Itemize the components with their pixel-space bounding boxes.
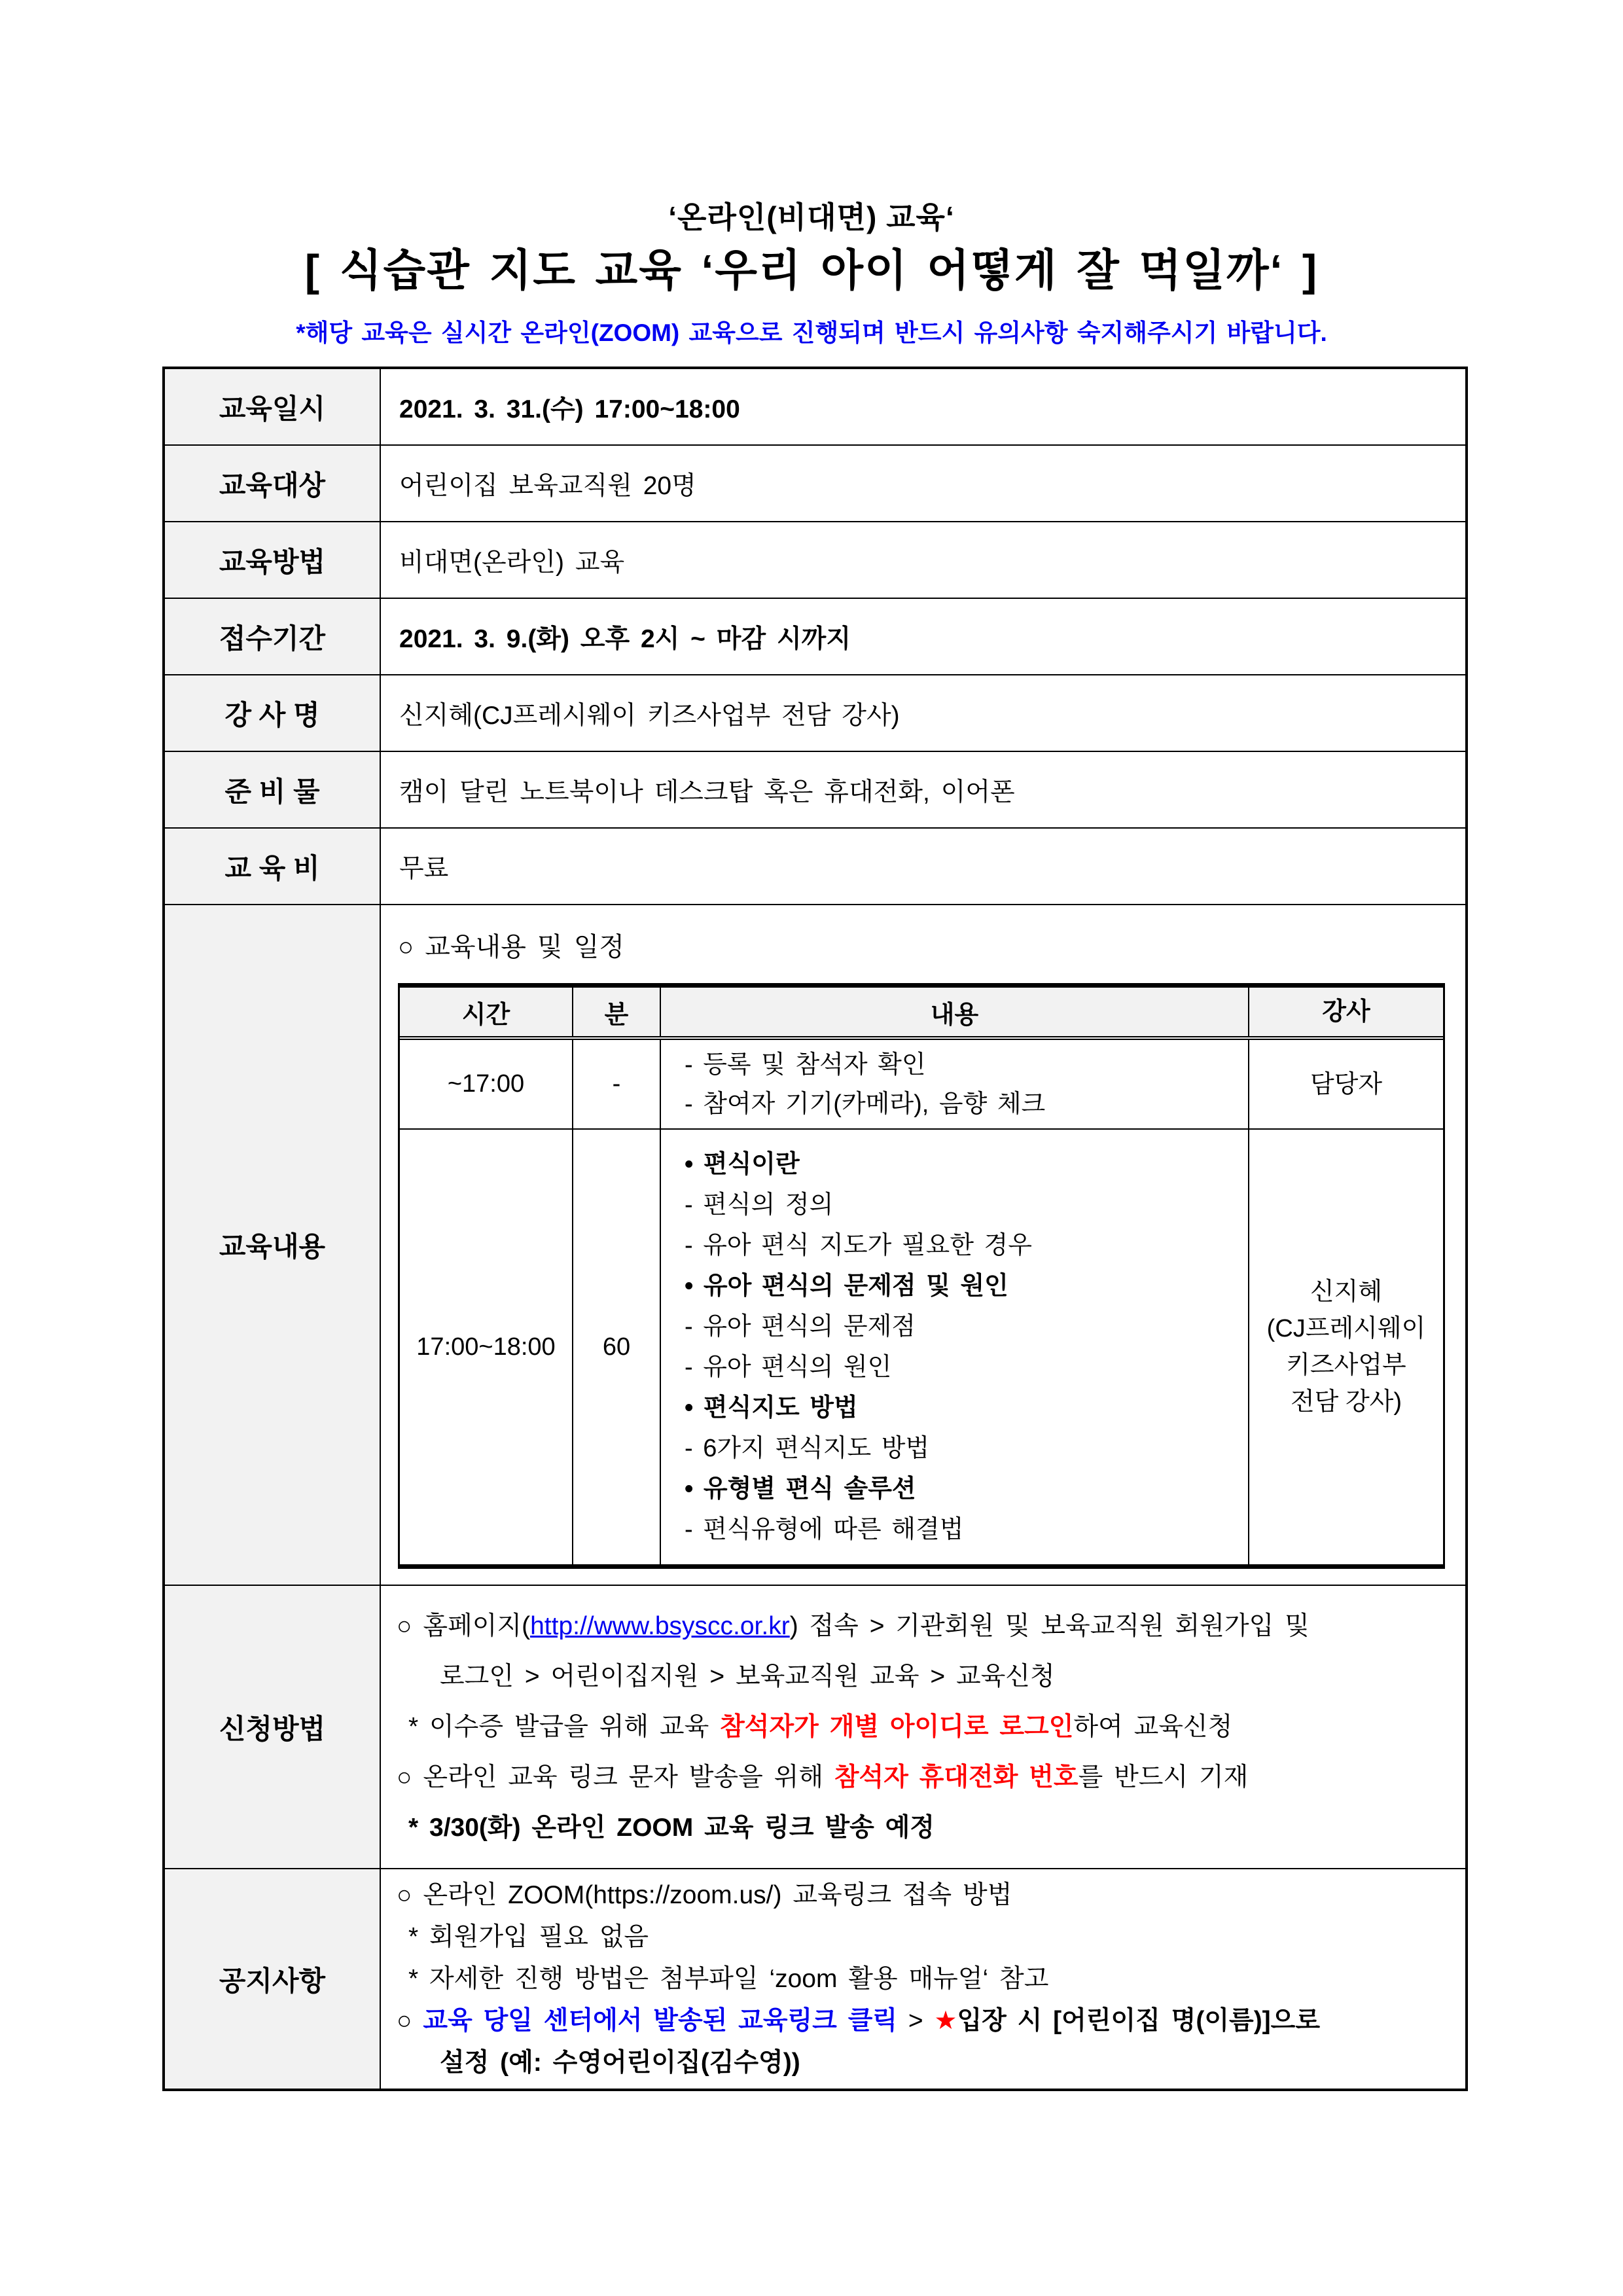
lecturer-line: 신지혜 [1310, 1278, 1383, 1306]
row-value: 캠이 달린 노트북이나 데스크탑 혹은 휴대전화, 이어폰 [399, 778, 1015, 806]
schedule-content-line: • 유아 편식의 문제점 및 원인 [685, 1272, 1008, 1300]
schedule-heading: ○ 교육내용 및 일정 [398, 933, 624, 961]
table-row [165, 599, 1465, 675]
notice-banner: *해당 교육은 실시간 온라인(ZOOM) 교육으로 진행되며 반드시 유의사항 숙지해주시기 바랍니다. [296, 319, 1327, 346]
schedule-content-line: - 편식의 정의 [685, 1191, 834, 1219]
row-label: 공지사항 [165, 1869, 381, 2089]
homepage-link[interactable]: http://www.bsyscc.or.kr [530, 1612, 790, 1640]
schedule-header-row [400, 988, 1443, 1040]
notice-text [381, 1869, 1465, 2089]
lecturer-line: 키즈사업부 [1286, 1352, 1406, 1379]
notice-line: ○ 온라인 ZOOM(https://zoom.us/) 교육링크 접속 방법 [397, 1880, 1012, 1909]
row-label: 강 사 명 [165, 675, 381, 751]
schedule-content [661, 1040, 1249, 1128]
notice-row [165, 1869, 1465, 2089]
notice-line: ○ 교육 당일 센터에서 발송된 교육링크 클릭 > ★입장 시 [어린이집 명(이름)]으로 [397, 2006, 1321, 2035]
schedule-header-time: 시간 [400, 988, 573, 1036]
schedule-row [400, 1040, 1443, 1130]
schedule-content-line: - 등록 및 참석자 확인 [685, 1050, 926, 1079]
schedule-lecturer [1249, 1040, 1443, 1128]
schedule-time: ~17:00 [400, 1040, 573, 1128]
notice-line: 설정 (예: 수영어린이집(김수영)) [440, 2048, 800, 2077]
schedule-content-line: - 편식유형에 따른 해결법 [685, 1516, 964, 1543]
apply-line: * 3/30(화) 온라인 ZOOM 교육 링크 발송 예정 [408, 1814, 935, 1842]
row-label: 준 비 물 [165, 752, 381, 827]
table-row [165, 752, 1465, 829]
schedule-header-minutes: 분 [573, 988, 661, 1036]
schedule-header-content: 내용 [661, 988, 1249, 1036]
table-row [165, 369, 1465, 446]
table-row [165, 446, 1465, 522]
schedule-lecturer [1249, 1130, 1443, 1564]
education-content-row [165, 905, 1465, 1586]
schedule-content-line: - 유아 편식의 문제점 [685, 1313, 916, 1340]
schedule-content-line: - 6가지 편식지도 방법 [685, 1435, 930, 1462]
lecturer-line: 담당자 [1310, 1070, 1383, 1098]
row-label: 교육내용 [165, 905, 381, 1585]
row-label: 신청방법 [165, 1586, 381, 1868]
table-row [165, 829, 1465, 905]
document-title: [ 식습관 지도 교육 ‘우리 아이 어떻게 잘 먹일까‘ ] [304, 246, 1319, 295]
notice-line: * 회원가입 필요 없음 [408, 1922, 649, 1951]
lecturer-line: 전담 강사) [1290, 1388, 1402, 1416]
row-label: 교 육 비 [165, 829, 381, 904]
row-value: 무료 [399, 854, 449, 883]
info-table [162, 367, 1468, 2091]
schedule-header-lecturer: 강사 [1322, 998, 1370, 1026]
row-value: 비대면(온라인) 교육 [399, 548, 625, 577]
table-row [165, 675, 1465, 752]
row-label: 교육방법 [165, 522, 381, 598]
row-label: 접수기간 [165, 599, 381, 674]
notice-line: * 자세한 진행 방법은 첨부파일 ‘zoom 활용 매뉴얼‘ 참고 [408, 1964, 1049, 1993]
schedule-content-line: - 참여자 기기(카메라), 음향 체크 [685, 1090, 1046, 1118]
schedule-row [400, 1130, 1443, 1564]
row-value: 신지혜(CJ프레시웨이 키즈사업부 전담 강사) [399, 701, 900, 730]
schedule-content-line: • 유형별 편식 솔루션 [685, 1475, 916, 1503]
application-method-text [381, 1586, 1465, 1868]
schedule-content-line: • 편식지도 방법 [685, 1394, 858, 1422]
schedule-minutes: 60 [573, 1130, 661, 1564]
lecturer-line: (CJ프레시웨이 [1266, 1315, 1426, 1342]
row-value: 2021. 3. 9.(화) 오후 2시 ~ 마감 시까지 [399, 624, 851, 653]
schedule-content-line: - 유아 편식 지도가 필요한 경우 [685, 1232, 1032, 1259]
schedule-table [398, 983, 1445, 1569]
apply-line: ○ 온라인 교육 링크 문자 발송을 위해 참석자 휴대전화 번호를 반드시 기재 [397, 1763, 1249, 1791]
document-category-title: ‘온라인(비대면) 교육‘ [668, 200, 955, 234]
schedule-minutes: - [573, 1040, 661, 1128]
schedule-time: 17:00~18:00 [400, 1130, 573, 1564]
row-value: 2021. 3. 31.(수) 17:00~18:00 [399, 395, 740, 423]
apply-line: 로그인 > 어린이집지원 > 보육교직원 교육 > 교육신청 [440, 1662, 1055, 1691]
row-label: 교육대상 [165, 446, 381, 521]
row-value: 어린이집 보육교직원 20명 [399, 471, 696, 500]
application-method-row [165, 1586, 1465, 1869]
schedule-content-line: - 유아 편식의 원인 [685, 1354, 892, 1381]
apply-line: ○ 홈페이지(http://www.bsyscc.or.kr) 접속 > 기관회원 및 보육교직원 회원가입 및 [397, 1612, 1310, 1640]
table-row [165, 522, 1465, 599]
row-label: 교육일시 [165, 369, 381, 444]
apply-line: * 이수증 발급을 위해 교육 참석자가 개별 아이디로 로그인하여 교육신청 [408, 1713, 1233, 1741]
schedule-content [661, 1130, 1249, 1564]
schedule-content-line: • 편식이란 [685, 1151, 800, 1178]
